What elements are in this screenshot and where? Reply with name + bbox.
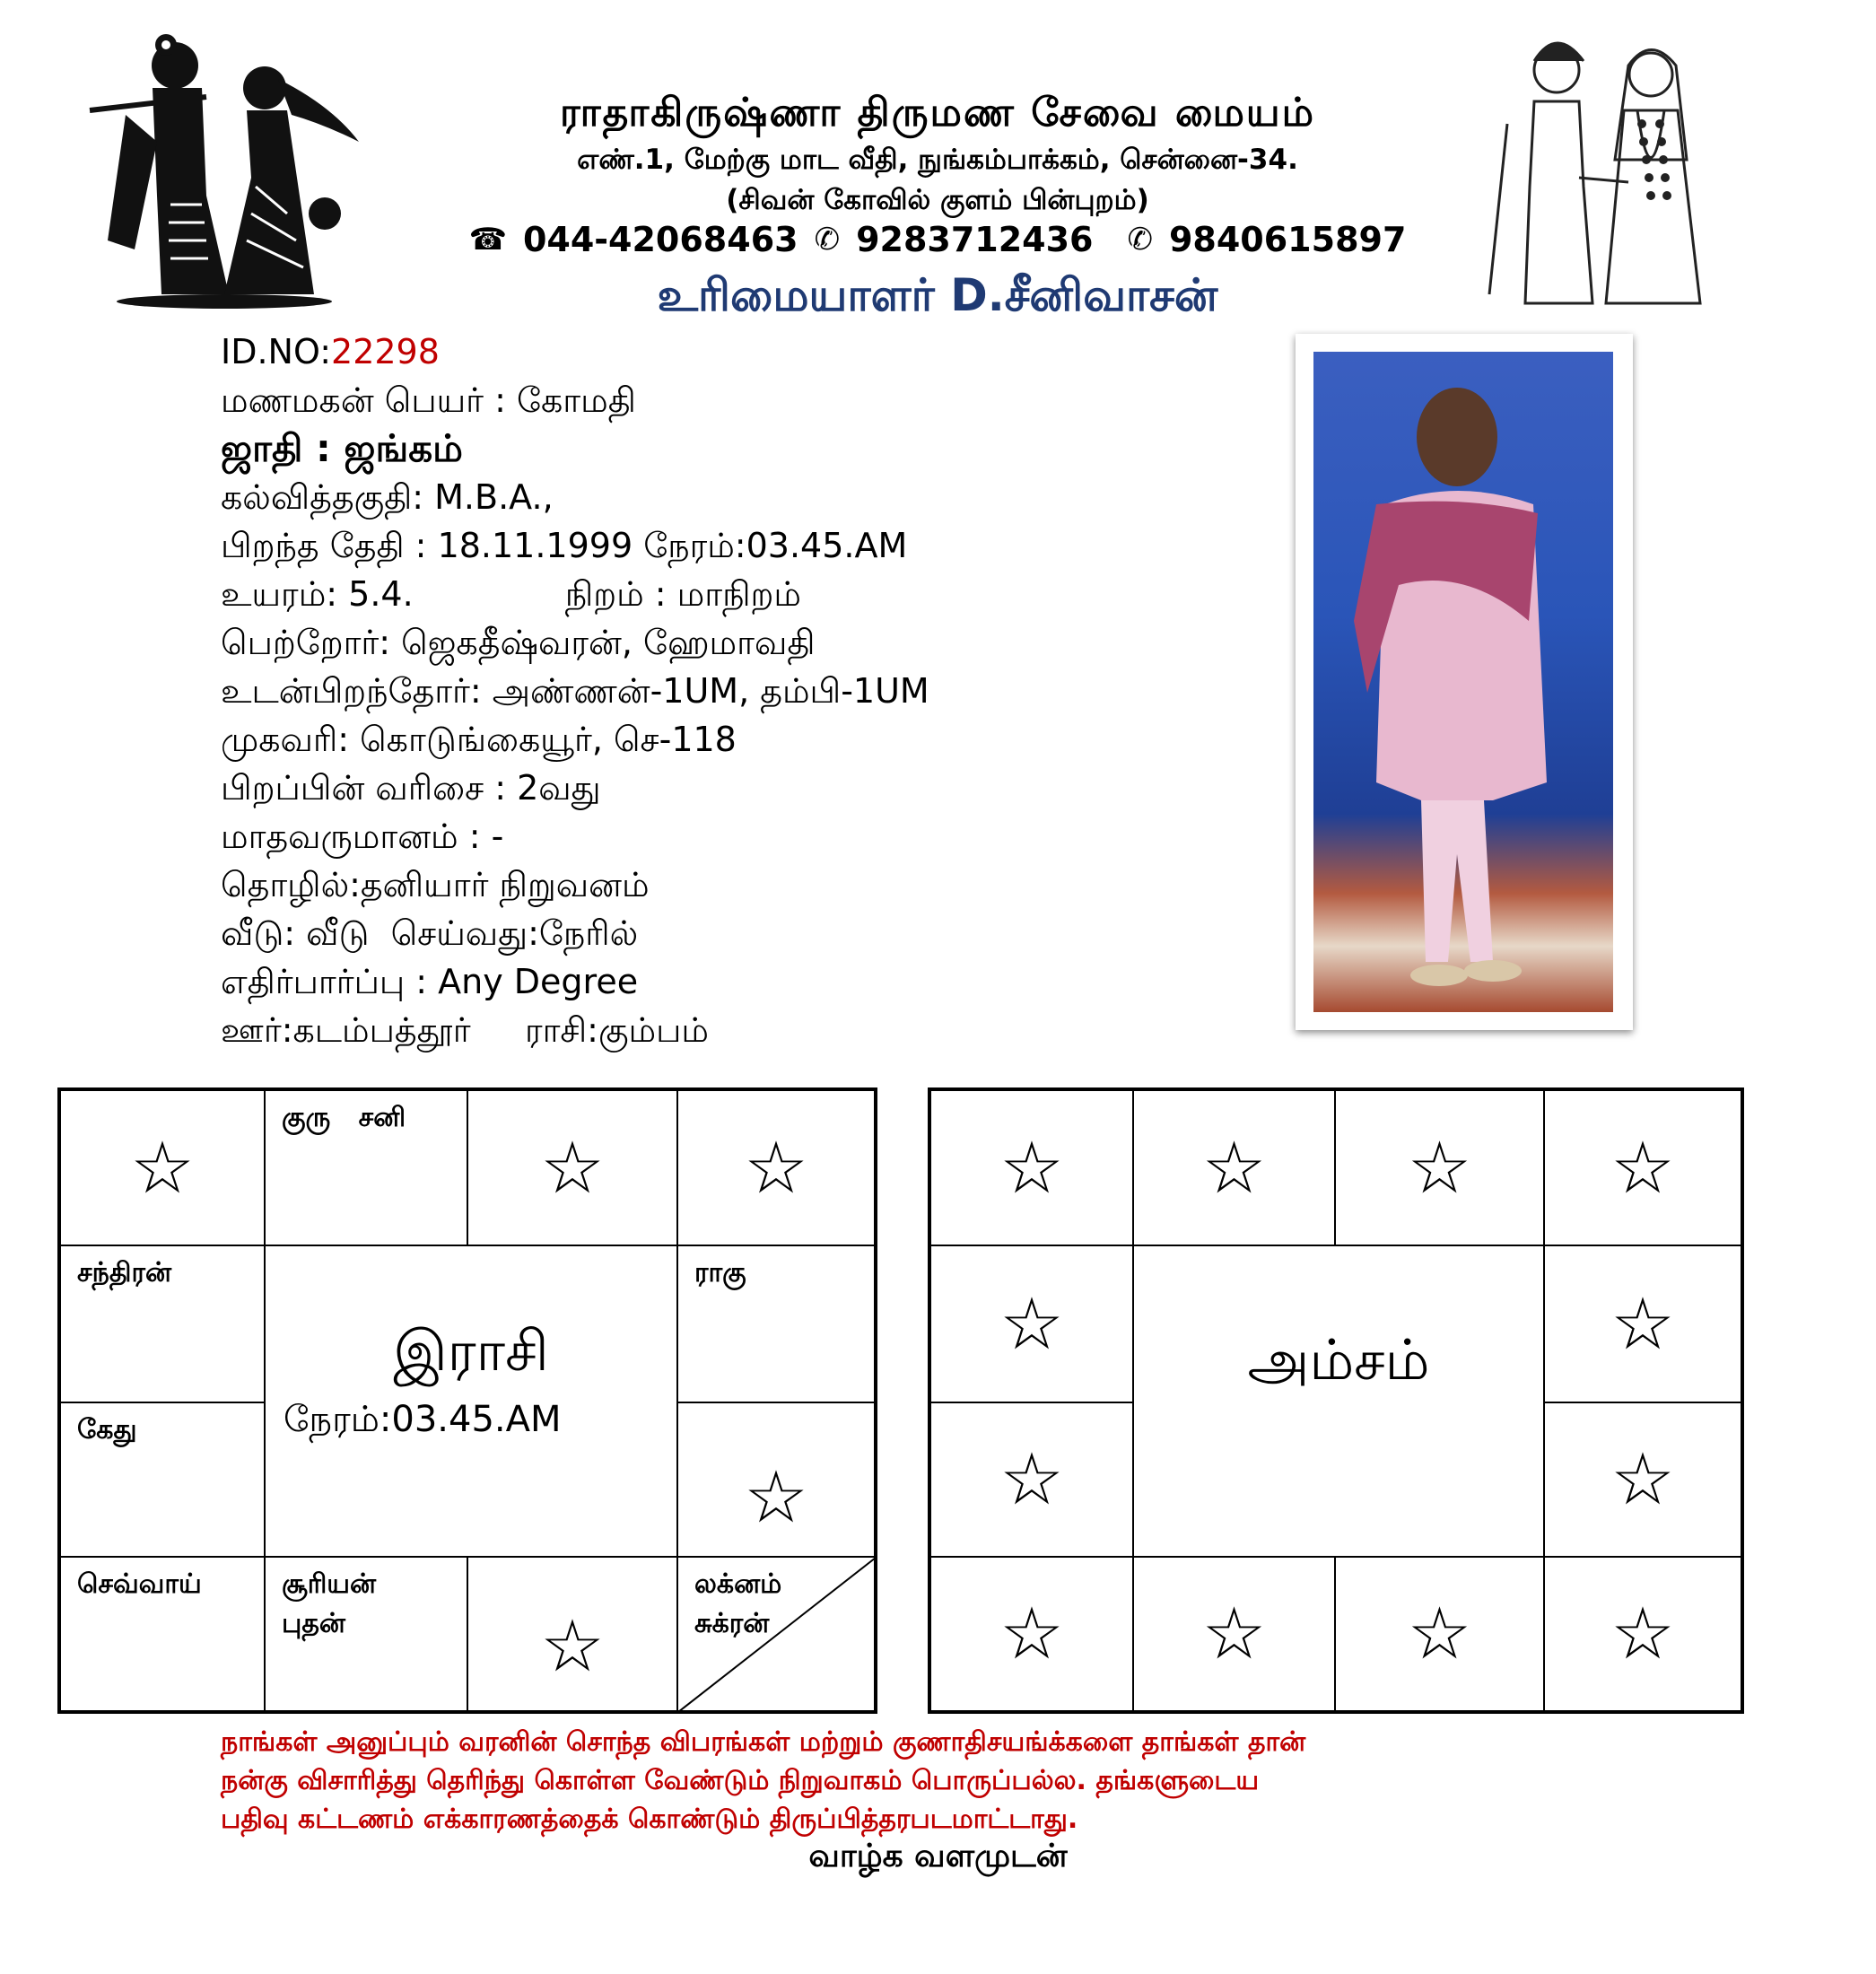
id-label: ID.NO: bbox=[221, 332, 332, 371]
amsam-chart bbox=[928, 1087, 1744, 1714]
bride-name-row: மணமகன் பெயர் : கோமதி bbox=[221, 380, 636, 420]
birth-order-row: பிறப்பின் வரிசை : 2வது bbox=[221, 768, 601, 808]
disclaimer-line: நாங்கள் அனுப்பும் வரனின் சொந்த விபரங்கள் மற்றும் குணாதிசயங்க்களை தாங்கள் தான் bbox=[221, 1726, 1306, 1758]
planet-label: சந்திரன் bbox=[77, 1257, 172, 1288]
star-icon: ☆ bbox=[744, 1455, 808, 1540]
star-icon: ☆ bbox=[999, 1125, 1064, 1210]
id-number bbox=[221, 328, 929, 376]
whatsapp-number[interactable]: 9840615897 bbox=[1168, 220, 1407, 259]
star-icon: ☆ bbox=[744, 1125, 808, 1210]
star-icon: ☆ bbox=[999, 1281, 1064, 1366]
planet-label: கேது bbox=[77, 1414, 137, 1446]
amsam-cell bbox=[930, 1245, 1133, 1402]
disclaimer bbox=[221, 1723, 1656, 1839]
siblings-row: உடன்பிறந்தோர்: அண்ணன்-1UM, தம்பி-1UM bbox=[221, 671, 929, 711]
occupation-row: தொழில்:தனியார் நிறுவனம் bbox=[221, 865, 650, 904]
star-icon: ☆ bbox=[999, 1592, 1064, 1675]
planet-label: லக்னம் சுக்ரன் bbox=[694, 1568, 782, 1639]
rasi-cell-left-2 bbox=[60, 1402, 265, 1557]
birth-date-row: பிறந்த தேதி : 18.11.1999 நேரம்:03.45.AM bbox=[221, 526, 908, 565]
planet-label: ராகு bbox=[694, 1257, 746, 1288]
rasi-cell-right-1 bbox=[677, 1245, 875, 1402]
star-icon: ☆ bbox=[1610, 1437, 1675, 1521]
monthly-income-row: மாதவருமானம் : - bbox=[221, 817, 504, 856]
mobile-number[interactable]: 9283712436 bbox=[856, 220, 1094, 259]
star-icon: ☆ bbox=[540, 1603, 605, 1688]
profile-photo-frame bbox=[1296, 334, 1633, 1030]
caste-row: ஜாதி : ஜங்கம் bbox=[221, 426, 463, 470]
rasi-cell-bot-2 bbox=[467, 1557, 677, 1711]
education-row: கல்வித்தகுதி: M.B.A., bbox=[221, 477, 554, 517]
star-icon: ☆ bbox=[1610, 1281, 1675, 1366]
star-icon: ☆ bbox=[1407, 1125, 1472, 1210]
id-value: 22298 bbox=[331, 332, 440, 371]
amsam-cell bbox=[1335, 1557, 1544, 1711]
mobile-icon: ✆ bbox=[814, 222, 841, 258]
landline-number[interactable]: 044-42068463 bbox=[522, 220, 798, 259]
telephone-icon: ☎ bbox=[468, 222, 507, 258]
owner-name: உரிமையாளர் D.சீனிவாசன் bbox=[657, 269, 1218, 321]
native-rasi-row: ஊர்:கடம்பத்தூர் ராசி:கும்பம் bbox=[221, 1010, 709, 1050]
disclaimer-line: பதிவு கட்டணம் எக்காரணத்தைக் கொண்டும் திருப்பித்தரபடமாட்டாது. bbox=[221, 1804, 1078, 1835]
address-row: முகவரி: கொடுங்கையூர், செ-118 bbox=[221, 720, 737, 759]
rasi-cell-bot-3 bbox=[677, 1557, 875, 1711]
star-icon: ☆ bbox=[1201, 1125, 1267, 1210]
star-icon: ☆ bbox=[999, 1437, 1064, 1521]
agency-title: ராதாகிருஷ்ணா திருமண சேவை மையம் bbox=[559, 90, 1316, 135]
planet-label: சூரியன் புதன் bbox=[282, 1568, 377, 1639]
rasi-cell-left-1 bbox=[60, 1245, 265, 1402]
rasi-cell-right-2 bbox=[677, 1402, 875, 1557]
amsam-cell bbox=[1133, 1557, 1335, 1711]
star-icon: ☆ bbox=[130, 1125, 195, 1210]
amsam-cell bbox=[930, 1402, 1133, 1557]
rasi-title: இராசி bbox=[393, 1318, 549, 1384]
amsam-cell bbox=[1544, 1245, 1741, 1402]
person-figure-icon bbox=[1313, 352, 1613, 1012]
planet-label: செவ்வாய் bbox=[77, 1568, 202, 1600]
amsam-cell bbox=[1544, 1090, 1741, 1245]
rasi-cell-top-1 bbox=[265, 1090, 467, 1245]
whatsapp-icon: ✆ bbox=[1127, 222, 1153, 258]
agency-landmark: (சிவன் கோவில் குளம் பின்புறம்) bbox=[726, 184, 1149, 216]
contact-numbers bbox=[354, 220, 1521, 259]
profile-details bbox=[221, 328, 929, 1054]
height-complexion-row: உயரம்: 5.4. நிறம் : மாநிறம் bbox=[221, 574, 801, 614]
amsam-title: அம்சம் bbox=[1247, 1327, 1430, 1393]
rasi-center bbox=[265, 1245, 677, 1557]
rasi-cell-bot-0 bbox=[60, 1557, 265, 1711]
rasi-cell-top-0 bbox=[60, 1090, 265, 1245]
house-row: வீடு: வீடு செய்வது:நேரில் bbox=[221, 913, 639, 953]
star-icon: ☆ bbox=[1201, 1592, 1267, 1675]
amsam-cell bbox=[930, 1090, 1133, 1245]
rasi-cell-top-3 bbox=[677, 1090, 875, 1245]
radha-krishna-logo bbox=[72, 25, 377, 312]
rasi-chart bbox=[57, 1087, 877, 1714]
disclaimer-line: நன்கு விசாரித்து தெரிந்து கொள்ள வேண்டும் நிறுவாகம் பொருப்பல்ல. தங்களுடைய bbox=[221, 1765, 1260, 1796]
amsam-center bbox=[1133, 1245, 1544, 1557]
amsam-cell bbox=[1544, 1402, 1741, 1557]
rasi-time: நேரம்:03.45.AM bbox=[284, 1399, 562, 1440]
amsam-cell bbox=[1335, 1090, 1544, 1245]
planet-label: குரு சனி bbox=[282, 1102, 406, 1133]
star-icon: ☆ bbox=[540, 1125, 605, 1210]
profile-photo[interactable] bbox=[1313, 352, 1613, 1012]
expectation-row: எதிர்பார்ப்பு : Any Degree bbox=[221, 962, 639, 1001]
rasi-cell-bot-1 bbox=[265, 1557, 467, 1711]
star-icon: ☆ bbox=[1610, 1125, 1675, 1210]
star-icon: ☆ bbox=[1610, 1592, 1675, 1675]
amsam-cell bbox=[1544, 1557, 1741, 1711]
rasi-cell-top-2 bbox=[467, 1090, 677, 1245]
parents-row: பெற்றோர்: ஜெகதீஷ்வரன், ஹேமாவதி bbox=[221, 623, 816, 662]
amsam-cell bbox=[930, 1557, 1133, 1711]
star-icon: ☆ bbox=[1407, 1592, 1472, 1675]
agency-address: எண்.1, மேற்கு மாட வீதி, நுங்கம்பாக்கம், சென்னை-34. bbox=[577, 144, 1298, 176]
blessing-footer: வாழ்க வளமுடன் bbox=[808, 1838, 1068, 1874]
amsam-cell bbox=[1133, 1090, 1335, 1245]
